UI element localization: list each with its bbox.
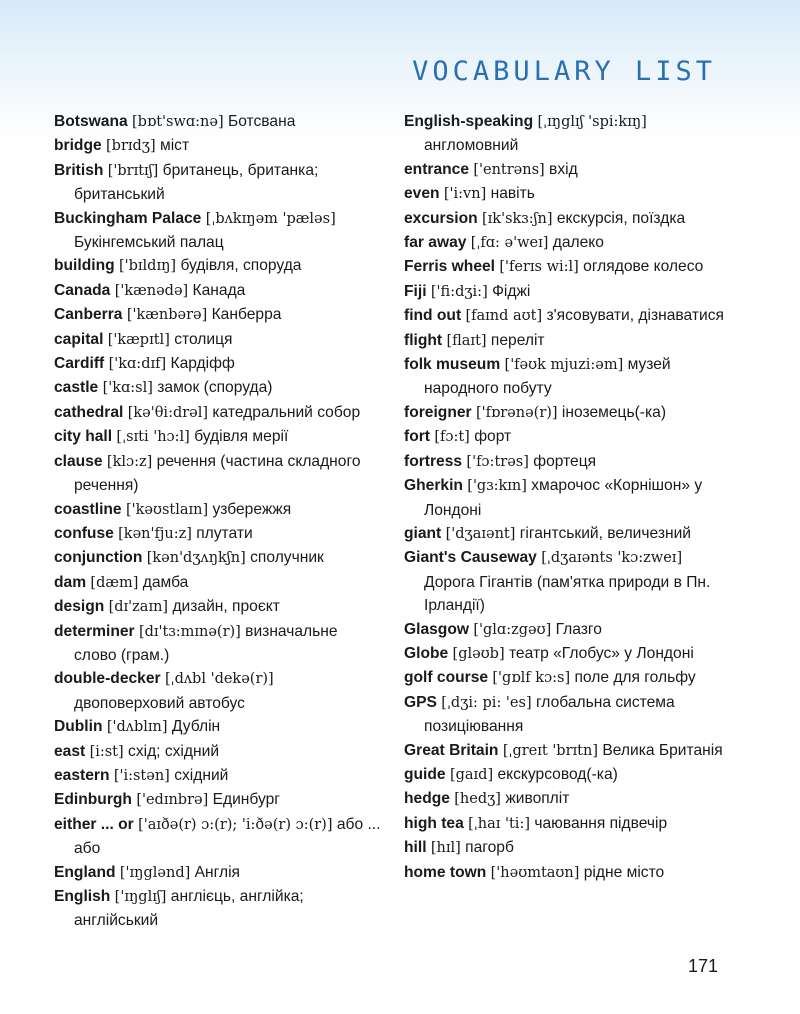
entry-transcription: ['ferɪs wi:l] xyxy=(499,259,579,276)
entry-word: capital xyxy=(54,330,104,348)
vocabulary-entry xyxy=(54,254,384,278)
entry-word: fortress xyxy=(404,452,463,470)
entry-transcription: [ˌdʌbl 'dekə(r)] xyxy=(164,671,274,688)
vocabulary-entry xyxy=(404,329,734,353)
entry-transcription: [ˌgreɪt 'brɪtn] xyxy=(502,742,598,759)
entry-translation: оглядове колесо xyxy=(583,258,704,276)
entry-transcription: ['glɑ:zgəʊ] xyxy=(473,621,552,638)
vocabulary-entry xyxy=(54,498,384,522)
entry-transcription: [ˌsɪti 'hɔ:l] xyxy=(116,429,190,446)
entry-translation: двоповерховий автобус xyxy=(74,694,245,712)
entry-transcription: ['kɑ:dɪf] xyxy=(108,356,167,373)
entry-translation: речення (частина складного речення) xyxy=(74,452,361,495)
entry-word: Gherkin xyxy=(404,477,463,495)
entry-translation: музей народного побуту xyxy=(424,356,671,398)
vocabulary-entry xyxy=(54,667,384,715)
entry-transcription: ['kæpɪtl] xyxy=(107,331,170,348)
entry-translation: хмарочос «Корнішон» у Лондоні xyxy=(424,477,703,519)
vocabulary-entry xyxy=(404,522,734,546)
entry-word: coastline xyxy=(54,500,122,518)
entry-word: Canberra xyxy=(54,306,123,324)
entry-translation: фортеця xyxy=(533,452,597,470)
entry-transcription: [ɪk'skɜ:ʃn] xyxy=(482,210,553,227)
entry-transcription: ['gɜ:kɪn] xyxy=(467,478,527,495)
vocabulary-entry xyxy=(404,666,734,690)
vocabulary-entry xyxy=(54,159,384,207)
entry-transcription: ['kəʊstlaɪn] xyxy=(125,501,209,518)
entry-translation: Дорога Гігантів (пам'ятка природи в Пн. Ірландії) xyxy=(424,573,711,615)
vocabulary-entry xyxy=(54,861,384,885)
entry-translation: англієць, англійка; англійський xyxy=(74,888,304,930)
vocabulary-entry xyxy=(404,110,734,158)
entry-word: GPS xyxy=(404,693,437,711)
entry-transcription: ['ɪŋglɪʃ] xyxy=(114,889,167,905)
entry-transcription: [ˌbʌkɪŋəm 'pæləs] xyxy=(205,210,336,227)
entry-transcription: [dæm] xyxy=(90,574,139,591)
entry-word: building xyxy=(54,257,115,275)
entry-word: British xyxy=(54,161,104,179)
vocabulary-entry xyxy=(404,207,734,231)
vocabulary-entry xyxy=(404,353,734,401)
entry-translation: екскурсовод(-ка) xyxy=(497,765,618,783)
entry-word: eastern xyxy=(54,766,110,784)
vocabulary-entry xyxy=(404,158,734,182)
entry-translation: узбережжя xyxy=(212,500,292,518)
vocabulary-entry xyxy=(54,401,384,425)
entry-word: guide xyxy=(404,765,446,783)
vocabulary-entry xyxy=(54,764,384,788)
entry-transcription: [ˌdʒaɪənts 'kɔ:zweɪ] xyxy=(541,550,683,567)
entry-transcription: ['i:vn] xyxy=(443,186,487,203)
entry-transcription: ['edɪnbrə] xyxy=(136,792,209,809)
entry-word: hill xyxy=(404,839,427,857)
vocabulary-entry xyxy=(54,571,384,595)
vocabulary-column-right xyxy=(404,110,734,885)
entry-word: even xyxy=(404,185,440,203)
entry-word: foreigner xyxy=(404,403,472,421)
entry-transcription: ['kænədə] xyxy=(114,282,189,299)
entry-word: golf course xyxy=(404,669,489,687)
entry-word: Edinburgh xyxy=(54,791,132,809)
entry-word: Globe xyxy=(404,644,449,662)
entry-transcription: [dɪ'tɜ:mɪnə(r)] xyxy=(138,623,241,640)
entry-word: either ... or xyxy=(54,815,134,833)
entry-translation: схід; східний xyxy=(128,742,220,760)
vocabulary-entry xyxy=(54,134,384,158)
vocabulary-entry xyxy=(404,763,734,787)
entry-word: excursion xyxy=(404,209,478,227)
entry-translation: Канада xyxy=(192,281,246,299)
entry-word: determiner xyxy=(54,622,135,640)
vocabulary-entry xyxy=(404,182,734,206)
entry-translation: живопліт xyxy=(505,790,570,808)
entry-transcription: ['fəʊk mjuzi:əm] xyxy=(504,357,624,374)
entry-word: confuse xyxy=(54,524,114,542)
vocabulary-entry xyxy=(404,739,734,763)
page-title: VOCABULARY LIST xyxy=(412,56,716,87)
vocabulary-entry xyxy=(404,836,734,860)
entry-translation: переліт xyxy=(490,331,545,349)
vocabulary-entry xyxy=(404,861,734,885)
entry-word: find out xyxy=(404,307,462,325)
entry-word: clause xyxy=(54,452,103,470)
entry-transcription: [ˌdʒi: pi: 'es] xyxy=(441,694,532,711)
entry-word: bridge xyxy=(54,137,102,155)
entry-translation: Букінгемський палац xyxy=(74,234,224,252)
entry-translation: столиця xyxy=(174,330,233,348)
entry-transcription: [faɪnd aʊt] xyxy=(465,308,543,325)
entry-translation: плутати xyxy=(196,524,253,542)
entry-translation: британець, британка; британський xyxy=(74,161,319,204)
entry-translation: дамба xyxy=(142,573,189,591)
entry-word: Glasgow xyxy=(404,620,469,638)
entry-translation: Глазго xyxy=(555,620,602,638)
entry-word: Great Britain xyxy=(404,741,499,759)
vocabulary-entry xyxy=(404,642,734,666)
vocabulary-entry xyxy=(404,546,734,617)
entry-word: double-decker xyxy=(54,670,161,688)
entry-translation: катедральний собор xyxy=(212,403,361,421)
entry-word: conjunction xyxy=(54,549,143,567)
entry-translation: навіть xyxy=(490,185,535,203)
entry-translation: будівля мерії xyxy=(194,428,289,446)
entry-word: entrance xyxy=(404,160,470,178)
entry-translation: далеко xyxy=(552,234,604,252)
entry-word: east xyxy=(54,742,86,760)
vocabulary-entry xyxy=(54,425,384,449)
entry-translation: Кардіфф xyxy=(170,355,235,373)
vocabulary-entry xyxy=(404,255,734,279)
entry-word: dam xyxy=(54,573,87,591)
entry-transcription: ['dʒaɪənt] xyxy=(445,525,516,542)
entry-word: Dublin xyxy=(54,718,103,736)
entry-word: folk museum xyxy=(404,356,501,374)
vocabulary-entry xyxy=(404,691,734,739)
entry-translation: дизайн, проєкт xyxy=(172,598,280,616)
vocabulary-entry xyxy=(404,280,734,304)
entry-transcription: [gaɪd] xyxy=(449,766,494,783)
entry-word: English-speaking xyxy=(404,113,534,130)
entry-translation: рідне місто xyxy=(583,863,665,881)
entry-translation: замок (споруда) xyxy=(157,379,273,397)
entry-transcription: ['aɪðə(r) ɔ:(r); 'i:ðə(r) ɔ:(r)] xyxy=(138,816,333,833)
entry-transcription: [kə'θi:drəl] xyxy=(127,404,209,421)
entry-transcription: [ˌɪŋglɪʃ 'spi:kɪŋ] xyxy=(537,114,647,130)
entry-translation: або ... або xyxy=(74,815,381,858)
entry-transcription: [i:st] xyxy=(89,743,124,760)
vocabulary-entry xyxy=(54,595,384,619)
entry-translation: форт xyxy=(474,428,512,446)
entry-word: high tea xyxy=(404,814,464,832)
entry-word: Fiji xyxy=(404,282,427,300)
entry-transcription: ['dʌblɪn] xyxy=(106,719,168,736)
vocabulary-entry xyxy=(404,618,734,642)
entry-word: Botswana xyxy=(54,113,128,130)
entry-transcription: [dɪ'zaɪn] xyxy=(108,599,169,616)
entry-word: hedge xyxy=(404,790,450,808)
entry-translation: Канберра xyxy=(211,306,282,324)
entry-translation: поле для гольфу xyxy=(574,669,696,687)
entry-translation: пагорб xyxy=(465,839,514,857)
entry-word: cathedral xyxy=(54,403,124,421)
entry-transcription: ['entrəns] xyxy=(473,161,545,178)
entry-transcription: ['həʊmtaʊn] xyxy=(490,864,580,881)
entry-word: far away xyxy=(404,234,467,252)
entry-translation: іноземець(-ка) xyxy=(561,403,667,421)
entry-transcription: [bɒt'swɑ:nə] xyxy=(132,114,224,130)
entry-transcription: [ˌhaɪ 'ti:] xyxy=(468,815,530,832)
entry-word: flight xyxy=(404,331,443,349)
entry-transcription: ['brɪtɪʃ] xyxy=(107,162,159,179)
vocabulary-entry xyxy=(404,787,734,811)
entry-word: Ferris wheel xyxy=(404,258,496,276)
entry-translation: сполучник xyxy=(250,549,324,567)
entry-transcription: [gləʊb] xyxy=(452,645,505,662)
entry-word: English xyxy=(54,888,111,905)
entry-translation: англомовний xyxy=(424,137,519,155)
entry-transcription: ['kænbərə] xyxy=(126,307,208,324)
vocabulary-entry xyxy=(54,885,384,933)
vocabulary-entry xyxy=(54,813,384,861)
entry-transcription: [kən'fju:z] xyxy=(118,525,192,542)
entry-translation: гігантський, величезний xyxy=(519,524,692,542)
page-number: 171 xyxy=(687,956,718,976)
vocabulary-entry xyxy=(54,546,384,570)
vocabulary-entry xyxy=(404,450,734,474)
entry-word: Cardiff xyxy=(54,355,105,373)
entry-translation: будівля, споруда xyxy=(180,257,302,275)
entry-translation: Англія xyxy=(194,863,240,881)
entry-word: castle xyxy=(54,379,99,397)
entry-transcription: ['fɒrənə(r)] xyxy=(475,404,558,421)
vocabulary-entry xyxy=(54,715,384,739)
entry-word: giant xyxy=(404,524,442,542)
vocabulary-entry xyxy=(54,110,384,134)
entry-transcription: ['fɔ:trəs] xyxy=(466,453,529,470)
entry-word: Canada xyxy=(54,281,111,299)
entry-transcription: [brɪdʒ] xyxy=(106,138,156,155)
vocabulary-entry xyxy=(54,450,384,498)
entry-translation: Ботсвана xyxy=(227,113,296,130)
entry-translation: міст xyxy=(159,137,190,155)
vocabulary-entry xyxy=(404,425,734,449)
entry-word: England xyxy=(54,863,116,881)
entry-transcription: [ˌfɑ: ə'weɪ] xyxy=(470,235,549,252)
vocabulary-column-left xyxy=(54,110,384,933)
entry-word: city hall xyxy=(54,428,113,446)
entry-translation: вхід xyxy=(549,160,578,178)
vocabulary-entry xyxy=(54,279,384,303)
entry-word: home town xyxy=(404,863,487,881)
entry-transcription: [hedʒ] xyxy=(454,791,501,808)
entry-transcription: [flaɪt] xyxy=(446,332,487,349)
vocabulary-entry xyxy=(54,522,384,546)
entry-word: design xyxy=(54,598,105,616)
entry-transcription: [klɔ:z] xyxy=(106,453,153,470)
entry-translation: східний xyxy=(174,766,229,784)
vocabulary-entry xyxy=(404,812,734,836)
vocabulary-entry xyxy=(54,740,384,764)
vocabulary-entry xyxy=(54,620,384,668)
vocabulary-entry xyxy=(404,304,734,328)
vocabulary-entry xyxy=(54,303,384,327)
entry-translation: Единбург xyxy=(212,791,280,809)
vocabulary-entry xyxy=(404,231,734,255)
entry-translation: глобальна система позиціювання xyxy=(424,693,675,736)
vocabulary-entry xyxy=(404,474,734,522)
entry-transcription: ['ɪŋglənd] xyxy=(119,864,191,881)
entry-transcription: [fɔ:t] xyxy=(434,429,470,446)
entry-transcription: ['fi:dʒi:] xyxy=(430,283,488,300)
entry-transcription: ['i:stən] xyxy=(113,767,170,784)
vocabulary-entry xyxy=(54,788,384,812)
entry-translation: визначальне слово (грам.) xyxy=(74,622,338,664)
entry-translation: театр «Глобус» у Лондоні xyxy=(508,644,694,662)
vocabulary-entry xyxy=(54,207,384,255)
entry-translation: Дублін xyxy=(171,718,221,736)
vocabulary-entry xyxy=(54,376,384,400)
entry-transcription: ['bɪldɪŋ] xyxy=(118,258,177,275)
vocabulary-entry xyxy=(404,401,734,425)
entry-word: fort xyxy=(404,428,430,446)
vocabulary-entry xyxy=(54,352,384,376)
entry-translation: Фіджі xyxy=(492,282,531,300)
entry-word: Buckingham Palace xyxy=(54,209,202,227)
entry-transcription: ['gɒlf kɔ:s] xyxy=(492,670,571,687)
entry-transcription: [hɪl] xyxy=(430,840,461,857)
entry-transcription: ['kɑ:sl] xyxy=(102,380,153,397)
entry-translation: з'ясовувати, дізнаватися xyxy=(546,307,724,325)
entry-translation: Велика Британія xyxy=(602,741,723,759)
entry-word: Giant's Causeway xyxy=(404,549,537,567)
entry-translation: чаювання підвечір xyxy=(534,814,668,832)
entry-translation: екскурсія, поїздка xyxy=(556,209,686,227)
vocabulary-entry xyxy=(54,328,384,352)
entry-transcription: [kən'dʒʌŋkʃn] xyxy=(146,550,246,567)
